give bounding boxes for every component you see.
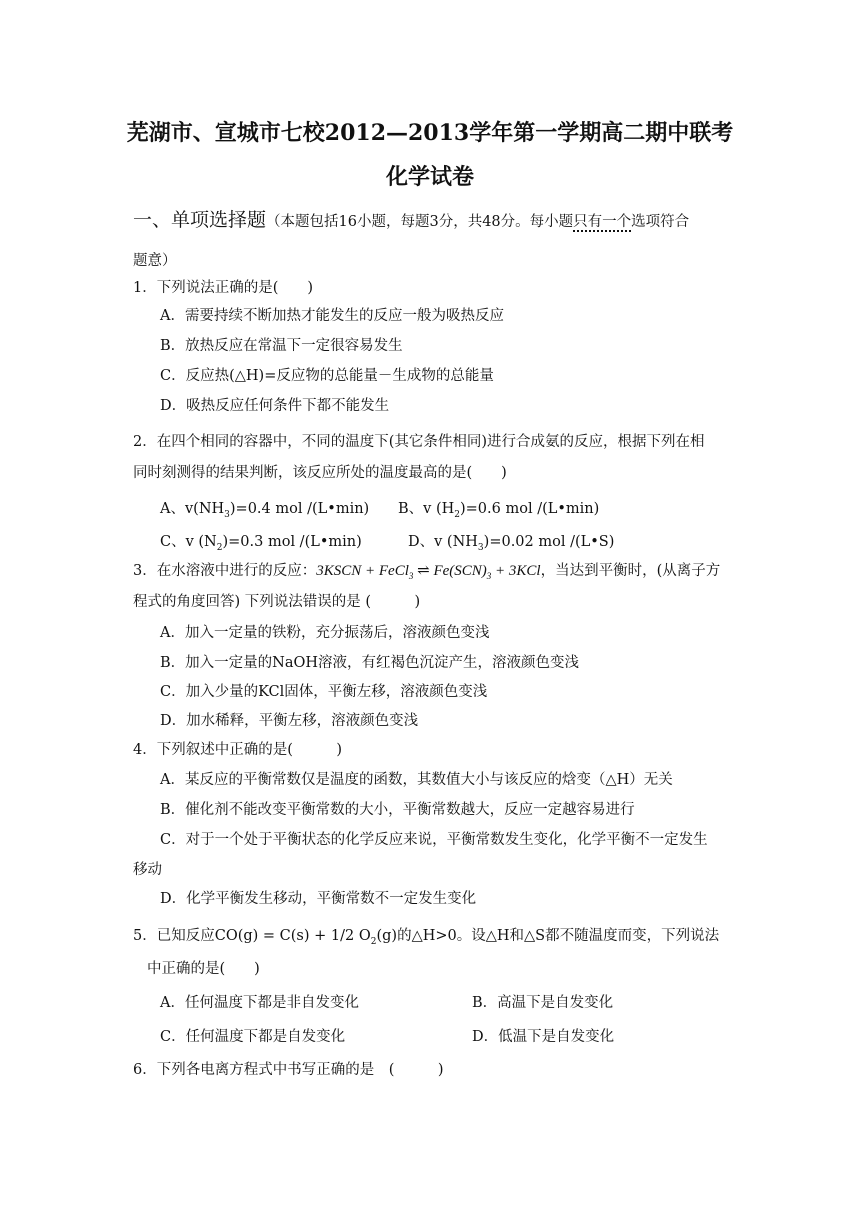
question-3-option-b: B．加入一定量的NaOH溶液，有红褐色沉淀产生，溶液颜色变浅 <box>160 655 580 671</box>
question-5-option-c: C．任何温度下都是自发变化 <box>160 1029 346 1045</box>
q3-eq-left: 3KSCN + FeCl <box>316 563 409 579</box>
question-4-option-c-line1: C．对于一个处于平衡状态的化学反应来说，平衡常数发生变化，化学平衡不一定发生 <box>160 832 708 848</box>
q5-stem-pre: 5．已知反应CO(g) = C(s) + 1/2 O <box>133 928 371 944</box>
q3-stem-post: ，当达到平衡时，(从离子方 <box>540 563 721 579</box>
question-3-stem-line2: 程式的角度回答) 下列说法错误的是 ( ) <box>133 594 421 610</box>
question-1-option-b: B．放热反应在常温下一定很容易发生 <box>160 338 403 354</box>
question-3-option-d: D．加水稀释，平衡左移，溶液颜色变浅 <box>160 713 419 729</box>
q2b-post: )=0.6 mol /(L•min) <box>460 501 600 517</box>
q3-eq-right2: + 3KCl <box>491 563 541 579</box>
section-note-emphasis: 只有一个 <box>573 214 632 230</box>
section-note-a: （本题包括16小题，每题3分，共48分。每小题 <box>266 214 574 230</box>
question-1-option-a: A．需要持续不断加热才能发生的反应一般为吸热反应 <box>160 308 504 324</box>
question-5-option-d: D．低温下是自发变化 <box>472 1029 615 1045</box>
question-4-option-a: A．某反应的平衡常数仅是温度的函数，其数值大小与该反应的焓变（△H）无关 <box>160 772 673 788</box>
question-2-option-d <box>408 530 614 553</box>
question-1-option-c: C．反应热(△H)=反应物的总能量－生成物的总能量 <box>160 368 494 384</box>
exam-title: 芜湖市、宣城市七校2012—2013学年第一学期高二期中联考 <box>126 120 734 146</box>
question-5-option-b: B．高温下是自发变化 <box>472 995 614 1011</box>
q2a-post: )=0.4 mol /(L•min) <box>229 501 370 517</box>
section-heading <box>133 205 689 232</box>
section-title: 一、单项选择题 <box>133 209 267 231</box>
q2c-pre: C、v (N <box>160 534 217 550</box>
question-2-option-c <box>160 530 362 553</box>
question-5-option-a: A．任何温度下都是非自发变化 <box>160 995 359 1011</box>
q3-eq-arrow: ⇌ <box>417 563 430 579</box>
q2a-sub: 3 <box>224 509 230 520</box>
question-1-stem: 1．下列说法正确的是( ) <box>133 280 314 296</box>
q2d-sub: 3 <box>477 542 484 553</box>
question-6-stem: 6．下列各电离方程式中书写正确的是 ( ) <box>133 1062 444 1078</box>
q2d-pre: D、v (NH <box>408 534 478 550</box>
question-2-stem-line2: 同时刻测得的结果判断，该反应所处的温度最高的是( ) <box>133 465 507 481</box>
q2c-sub: 2 <box>216 542 223 553</box>
q3-eq-right: Fe(SCN) <box>433 563 487 579</box>
q3-equation <box>316 563 540 579</box>
question-5-stem-line2: 中正确的是( ) <box>147 961 260 977</box>
q3-stem-pre: 3．在水溶液中进行的反应： <box>133 563 317 579</box>
q2b-pre: B、v (H <box>398 501 455 517</box>
q5-stem-sub: 2 <box>370 936 377 947</box>
question-3-option-a: A．加入一定量的铁粉，充分振荡后，溶液颜色变浅 <box>160 625 490 641</box>
question-2-stem-line1: 2．在四个相同的容器中，不同的温度下(其它条件相同)进行合成氨的反应，根据下列在相 <box>133 434 705 450</box>
q2b-sub: 2 <box>454 509 460 520</box>
section-note-line2: 题意） <box>133 253 177 269</box>
question-2-option-a <box>160 497 369 520</box>
question-5-stem-line1 <box>133 924 719 947</box>
question-4-option-b: B．催化剂不能改变平衡常数的大小，平衡常数越大，反应一定越容易进行 <box>160 802 635 818</box>
question-3-option-c: C．加入少量的KCl固体，平衡左移，溶液颜色变浅 <box>160 684 488 700</box>
question-4-option-d: D．化学平衡发生移动，平衡常数不一定发生变化 <box>160 891 477 907</box>
question-4-stem: 4．下列叙述中正确的是( ) <box>133 742 343 758</box>
q3-eq-right-sub: 3 <box>486 571 492 581</box>
exam-subtitle: 化学试卷 <box>385 164 474 190</box>
q2d-post: )=0.02 mol /(L•S) <box>483 534 615 550</box>
q5-stem-post: (g)的△H>0。设△H和△S都不随温度而变，下列说法 <box>376 928 720 944</box>
question-3-stem-line1 <box>133 559 720 581</box>
question-1-option-d: D．吸热反应任何条件下都不能发生 <box>160 398 390 414</box>
question-4-option-c-line2: 移动 <box>133 862 162 878</box>
q3-eq-left-sub: 3 <box>408 571 414 581</box>
q2c-post: )=0.3 mol /(L•min) <box>222 534 362 550</box>
q2a-pre: A、v(NH <box>160 501 225 517</box>
section-note-b: 选项符合 <box>631 214 690 230</box>
question-2-option-b <box>398 497 599 520</box>
